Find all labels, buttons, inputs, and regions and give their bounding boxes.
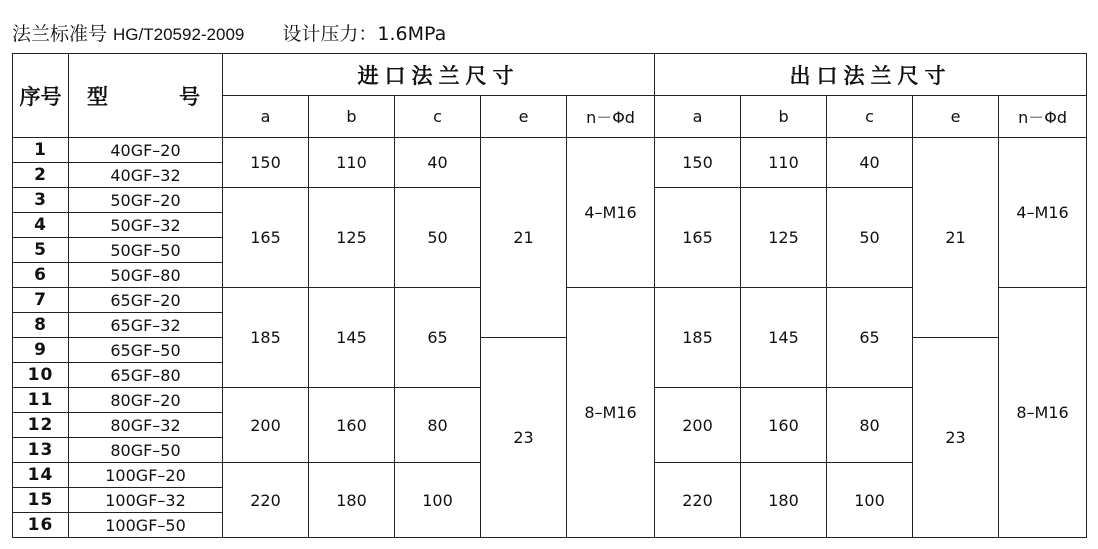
row-model: 40GF–32 <box>69 163 223 188</box>
row-model: 40GF–20 <box>69 138 223 163</box>
row-index: 3 <box>13 188 69 213</box>
row-index: 13 <box>13 438 69 463</box>
inlet-a-value: 150 <box>223 138 309 188</box>
outlet-nd-value: 8–M16 <box>999 288 1087 538</box>
inlet-c-value: 50 <box>395 188 481 288</box>
inlet-nd-value: 8–M16 <box>567 288 655 538</box>
inlet-c-value: 100 <box>395 463 481 538</box>
outlet-b-value: 110 <box>741 138 827 188</box>
inlet-b-value: 180 <box>309 463 395 538</box>
header-model-char-2: 号 <box>179 84 200 109</box>
row-index: 6 <box>13 263 69 288</box>
row-index: 11 <box>13 388 69 413</box>
outlet-a-value: 165 <box>655 188 741 288</box>
header-model <box>69 54 223 138</box>
table-row <box>13 338 1087 363</box>
outlet-b-value: 145 <box>741 288 827 388</box>
table-row <box>13 138 1087 163</box>
row-model: 100GF–20 <box>69 463 223 488</box>
row-index: 15 <box>13 488 69 513</box>
flange-size-table <box>12 53 1087 538</box>
outlet-c-value: 50 <box>827 188 913 288</box>
outlet-c-value: 65 <box>827 288 913 388</box>
outlet-c-value: 80 <box>827 388 913 463</box>
inlet-b-value: 160 <box>309 388 395 463</box>
inlet-a-value: 165 <box>223 188 309 288</box>
outlet-a-value: 185 <box>655 288 741 388</box>
row-index: 7 <box>13 288 69 313</box>
header-outlet-e: e <box>913 96 999 138</box>
header-inlet-c: c <box>395 96 481 138</box>
inlet-nd-value: 4–M16 <box>567 138 655 288</box>
page-title <box>12 20 446 48</box>
row-model: 50GF–32 <box>69 213 223 238</box>
row-model: 80GF–32 <box>69 413 223 438</box>
outlet-c-value: 100 <box>827 463 913 538</box>
inlet-b-value: 125 <box>309 188 395 288</box>
header-index: 序号 <box>13 54 69 138</box>
inlet-b-value: 110 <box>309 138 395 188</box>
inlet-c-value: 65 <box>395 288 481 388</box>
row-index: 16 <box>13 513 69 538</box>
row-index: 2 <box>13 163 69 188</box>
row-model: 100GF–32 <box>69 488 223 513</box>
outlet-b-value: 180 <box>741 463 827 538</box>
row-index: 5 <box>13 238 69 263</box>
row-index: 1 <box>13 138 69 163</box>
row-index: 8 <box>13 313 69 338</box>
header-outlet: 出口法兰尺寸 <box>655 54 1087 96</box>
header-model-char-1: 型 <box>87 84 108 109</box>
inlet-c-value: 40 <box>395 138 481 188</box>
row-model: 65GF–20 <box>69 288 223 313</box>
row-model: 80GF–20 <box>69 388 223 413</box>
inlet-a-value: 185 <box>223 288 309 388</box>
row-model: 65GF–80 <box>69 363 223 388</box>
inlet-c-value: 80 <box>395 388 481 463</box>
standard-number: HG/T20592-2009 <box>113 25 245 44</box>
outlet-a-value: 150 <box>655 138 741 188</box>
row-model: 50GF–20 <box>69 188 223 213</box>
outlet-e-value: 23 <box>913 338 999 538</box>
header-inlet-nd: n－Φd <box>567 96 655 138</box>
inlet-a-value: 220 <box>223 463 309 538</box>
outlet-b-value: 125 <box>741 188 827 288</box>
row-model: 50GF–80 <box>69 263 223 288</box>
design-pressure: 设计压力：1.6MPa <box>282 23 447 45</box>
row-index: 9 <box>13 338 69 363</box>
outlet-a-value: 220 <box>655 463 741 538</box>
row-model: 65GF–50 <box>69 338 223 363</box>
header-outlet-b: b <box>741 96 827 138</box>
row-index: 12 <box>13 413 69 438</box>
outlet-e-value: 21 <box>913 138 999 338</box>
header-outlet-nd: n－Φd <box>999 96 1087 138</box>
standard-label: 法兰标准号 <box>12 23 108 45</box>
header-row-1 <box>13 54 1087 96</box>
row-index: 10 <box>13 363 69 388</box>
header-outlet-c: c <box>827 96 913 138</box>
inlet-e-value: 21 <box>481 138 567 338</box>
outlet-b-value: 160 <box>741 388 827 463</box>
outlet-a-value: 200 <box>655 388 741 463</box>
inlet-e-value: 23 <box>481 338 567 538</box>
header-inlet-e: e <box>481 96 567 138</box>
header-inlet-a: a <box>223 96 309 138</box>
outlet-c-value: 40 <box>827 138 913 188</box>
inlet-a-value: 200 <box>223 388 309 463</box>
row-model: 65GF–32 <box>69 313 223 338</box>
outlet-nd-value: 4–M16 <box>999 138 1087 288</box>
row-model: 50GF–50 <box>69 238 223 263</box>
inlet-b-value: 145 <box>309 288 395 388</box>
row-model: 100GF–50 <box>69 513 223 538</box>
row-index: 4 <box>13 213 69 238</box>
row-model: 80GF–50 <box>69 438 223 463</box>
header-outlet-a: a <box>655 96 741 138</box>
row-index: 14 <box>13 463 69 488</box>
header-inlet-b: b <box>309 96 395 138</box>
header-inlet: 进口法兰尺寸 <box>223 54 655 96</box>
